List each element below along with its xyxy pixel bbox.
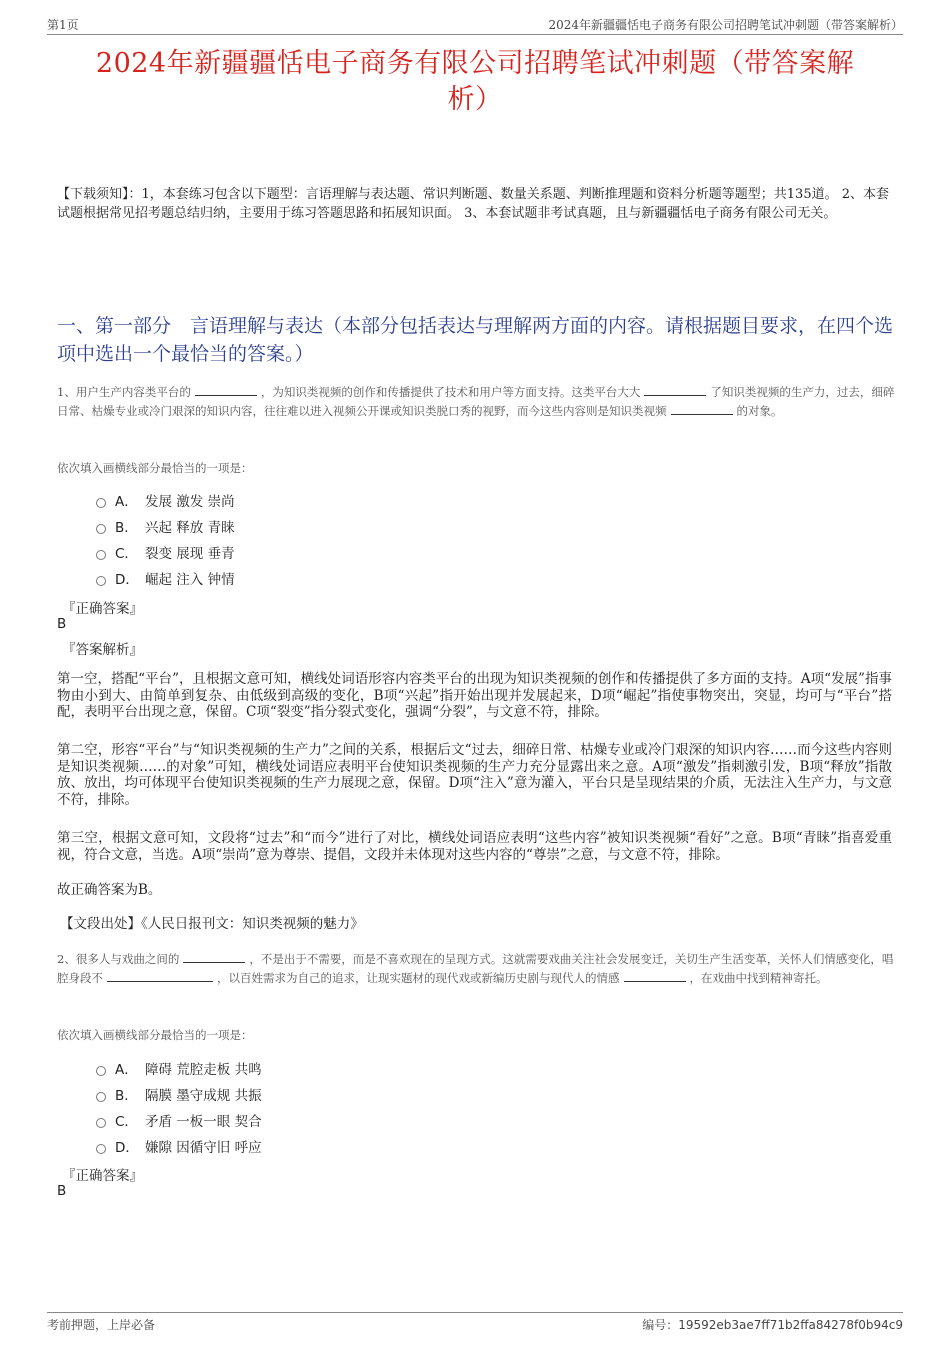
question-2-prompt: 依次填入画横线部分最恰当的一项是： — [57, 1028, 253, 1042]
option-d[interactable] — [96, 1133, 262, 1159]
radio-icon[interactable] — [96, 550, 106, 560]
option-text: 障碍 荒腔走板 共鸣 — [145, 1062, 262, 1078]
analysis-paragraph-1: 第一空，搭配“平台”，且根据文意可知，横线处词语形容内容类平台的出现为知识类视频的创作和传播提供了多方面的支持。A项“发展”指事物由小到大、由简单到复杂、由低级到高级的变化，B项“兴起”指开始出现并发展起来，D项“崛起”指使事物突出，突显，均可与“平台”搭配，表明平台出现之意，保留。C项“裂变”指分裂式变化，强调“分裂”，与文意不符，排除。 — [57, 671, 892, 720]
fill-blank — [644, 383, 706, 396]
q2-text-1: 2、很多人与戏曲之间的 — [57, 952, 180, 966]
code-value: 19592eb3ae7ff71b2ffa84278f0b94c9 — [678, 1318, 903, 1332]
option-b[interactable] — [96, 513, 235, 539]
analysis-conclusion: 故正确答案为B。 — [57, 882, 162, 898]
code-label: 编号： — [642, 1318, 679, 1332]
option-letter: C． — [115, 546, 138, 562]
option-text: 嫌隙 因循守旧 呼应 — [145, 1140, 262, 1156]
option-text: 兴起 释放 青睐 — [145, 520, 235, 536]
question-1-options — [96, 487, 235, 591]
q2-text-4: ，在戏曲中找到精神寄托。 — [689, 971, 828, 985]
option-text: 矛盾 一板一眼 契合 — [145, 1114, 262, 1130]
radio-icon[interactable] — [96, 524, 106, 534]
option-b[interactable] — [96, 1081, 262, 1107]
document-title — [40, 46, 910, 118]
analysis-label: 『答案解析』 — [62, 642, 143, 658]
option-c[interactable] — [96, 539, 235, 565]
option-text: 裂变 展现 垂青 — [145, 546, 235, 562]
q2-text-3: ，以百姓需求为自己的追求，让现实题材的现代戏或新编历史剧与现代人的情感 — [217, 971, 620, 985]
title-line-2: 析） — [447, 84, 503, 115]
answer-label: 『正确答案』 — [62, 601, 143, 617]
option-letter: C． — [115, 1114, 138, 1130]
radio-icon[interactable] — [96, 576, 106, 586]
analysis-paragraph-3: 第三空，根据文意可知，文段将“过去”和“而今”进行了对比，横线处词语应表明“这些内容”被知识类视频“看好”之意。B项“青睐”指喜爱重视，符合文意，当选。A项“崇尚”意为尊崇、提倡，文段并未体现对这些内容的“尊崇”之意，与文意不符，排除。 — [57, 830, 892, 863]
q1-text-2: ，为知识类视频的创作和传播提供了技术和用户等方面支持。这类平台大大 — [260, 385, 641, 399]
fill-blank — [107, 969, 213, 982]
option-a[interactable] — [96, 487, 235, 513]
download-notice: 【下载须知】：1，本套练习包含以下题型：言语理解与表达题、常识判断题、数量关系题、判断推理题和资料分析题等题型；共135道。 2、本套试题根据常见招考题总结归纳，主要用于练习答题思路和拓展知识面。 3、本套试题非考试真题，且与新疆疆恬电子商务有限公司无关。 — [57, 187, 889, 221]
radio-icon[interactable] — [96, 1118, 106, 1128]
option-text: 隔膜 墨守成规 共振 — [145, 1088, 262, 1104]
fill-blank — [671, 402, 733, 415]
answer-value: B — [57, 1183, 67, 1199]
radio-icon[interactable] — [96, 1092, 106, 1102]
option-letter: A． — [115, 1062, 138, 1078]
document-code — [642, 1316, 903, 1333]
fill-blank — [195, 383, 257, 396]
analysis-paragraph-2: 第二空，形容“平台”与“知识类视频的生产力”之间的关系，根据后文“过去，细碎日常、枯燥专业或冷门艰深的知识内容……而今这些内容则是知识类视频……的对象”可知，横线处词语应表明平台使知识类视频的生产力充分显露出来之意。A项“激发”指刺激引发，B项“释放”指散放、放出，均可体现平台使知识类视频的生产力展现之意，保留。D项“注入”意为灌入，平台只是呈现结果的介质，无法注入生产力，与文意不符，排除。 — [57, 742, 892, 808]
page-number: 第1页 — [47, 18, 79, 32]
fill-blank — [624, 969, 686, 982]
q1-text-3: 了知识类视频的生产力，过去，细碎日常、枯燥专业或冷门艰深的知识内容，往往难以进入视频公开课或知识类脱口秀的视野，而今这些内容则是知识类视频 — [57, 385, 895, 418]
passage-source: 【文段出处】《人民日报刊文：知识类视频的魅力》 — [60, 916, 364, 932]
radio-icon[interactable] — [96, 1144, 106, 1154]
title-line-1: 2024年新疆疆恬电子商务有限公司招聘笔试冲刺题（带答案解 — [95, 48, 855, 79]
radio-icon[interactable] — [96, 498, 106, 508]
radio-icon[interactable] — [96, 1066, 106, 1076]
section-title: 一、第一部分 言语理解与表达（本部分包括表达与理解两方面的内容。请根据题目要求，在四个选项中选出一个最恰当的答案。） — [57, 315, 894, 365]
footer-slogan: 考前押题，上岸必备 — [47, 1318, 156, 1332]
option-c[interactable] — [96, 1107, 262, 1133]
question-1-stem — [57, 383, 898, 421]
option-text: 崛起 注入 钟情 — [145, 572, 235, 588]
question-2-options — [96, 1055, 262, 1159]
fill-blank — [183, 950, 245, 963]
option-letter: A． — [115, 494, 138, 510]
question-1-prompt: 依次填入画横线部分最恰当的一项是： — [57, 461, 253, 475]
answer-label: 『正确答案』 — [62, 1168, 143, 1184]
option-letter: B． — [115, 520, 138, 536]
question-2-stem — [57, 950, 898, 988]
q2-text-2: ，不是出于不需要，而是不喜欢现在的呈现方式。这就需要戏曲关注社会发展变迁，关切生产生活变革，关怀人们情感变化，唱腔身段不 — [57, 952, 894, 985]
q1-text-4: 的对象。 — [736, 404, 783, 418]
answer-value: B — [57, 616, 67, 632]
page-header — [47, 14, 903, 35]
page-footer — [47, 1312, 903, 1333]
option-letter: D． — [115, 572, 139, 588]
option-text: 发展 激发 崇尚 — [145, 494, 235, 510]
option-letter: D． — [115, 1140, 139, 1156]
q1-text-1: 1、用户生产内容类平台的 — [57, 385, 191, 399]
option-a[interactable] — [96, 1055, 262, 1081]
header-doc-title: 2024年新疆疆恬电子商务有限公司招聘笔试冲刺题（带答案解析） — [548, 18, 903, 32]
option-letter: B． — [115, 1088, 138, 1104]
option-d[interactable] — [96, 565, 235, 591]
